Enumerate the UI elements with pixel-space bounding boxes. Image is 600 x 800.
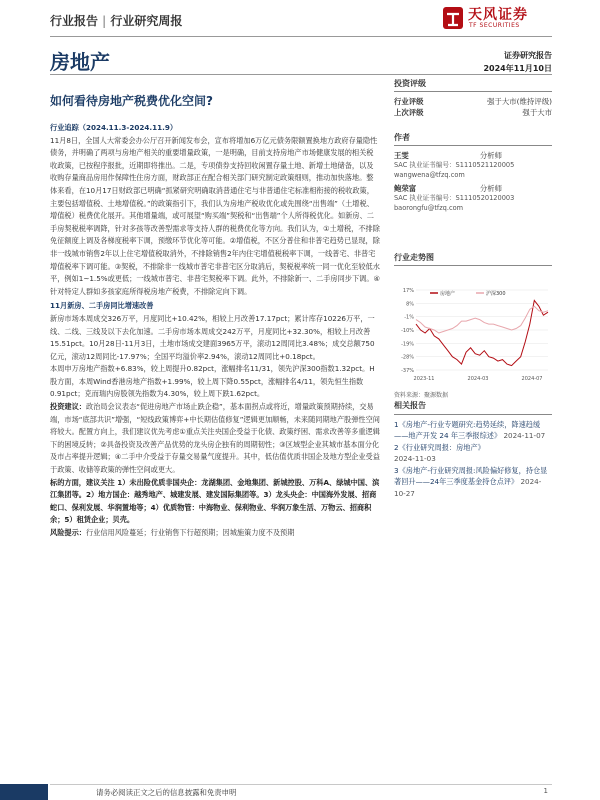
market-section-title: 11月新房、二手房同比增速改善 xyxy=(50,301,154,311)
related-item[interactable] xyxy=(394,465,552,500)
y-tick-label: 17% xyxy=(402,288,414,294)
x-tick-label: 2024-07 xyxy=(521,376,543,382)
footer-divider xyxy=(50,784,552,785)
title-divider xyxy=(50,74,552,75)
industry-trend-chart xyxy=(394,284,552,404)
rating-panel xyxy=(394,78,552,118)
author-name: 王雯 xyxy=(394,151,409,160)
footer-disclaimer[interactable]: 请务必阅读正文之后的信息披露和免责申明 xyxy=(96,788,237,797)
paragraph-targets xyxy=(50,477,380,527)
main-body xyxy=(50,120,380,540)
prev-rating-row xyxy=(394,107,552,118)
report-headline: 如何看待房地产税费优化空间? xyxy=(50,94,213,108)
invest-label: 投资建议： xyxy=(50,402,86,412)
paragraph-risk xyxy=(50,527,380,540)
author-role: 分析师 xyxy=(479,184,502,193)
prev-rating-label: 上次评级 xyxy=(394,108,424,117)
targets-text: 建议关注 1）未出险优质非国央企：龙湖集团、金地集团、新城控股、万科A、绿城中国、滨江集团等。2）地方国企：越秀地产、城建发展、建发国际集团等。3）龙头央企：中国海外发展、招商蛇口、保利发展、华润置地等；4）优质物管：中海物业、保利物业、华润万象生活、万物云、招商积余；5）租赁企业；贝壳。 xyxy=(50,477,380,525)
author-cert: SAC 执业证书编号：S1110521120005 xyxy=(394,161,515,169)
paragraph-market: 新房市场本周成交326万平，月度同比+10.42%，相较上月改善17.17pct；累计库存10226万平，一线、二线、三线及以下去化加速。二手房市场本周成交242万平，月度同比+32.30%，相较上月改善15.51pct。10月28日-11月3日，土地市场成交建面3965万平，滚动12周同比3.48%；成交总额750亿元，滚动12周同比-17.97%；全国平均溢价率2.94%，滚动12周同比+0.18pct。 xyxy=(50,313,375,361)
author-entry xyxy=(394,183,552,213)
industry-rating-row xyxy=(394,96,552,107)
y-tick-label: -37% xyxy=(401,368,414,374)
related-heading: 相关报告 xyxy=(394,400,552,415)
series-line-0 xyxy=(416,300,548,365)
related-title[interactable]: 2《行业研究周报：房地产》 xyxy=(394,442,485,452)
y-tick-label: -1% xyxy=(404,314,414,321)
footer-accent-bar xyxy=(0,784,48,800)
y-tick-label: 8% xyxy=(406,301,414,308)
logo-mark-icon xyxy=(442,6,464,30)
header-divider xyxy=(50,36,552,37)
chart-panel xyxy=(394,252,552,270)
legend-label: 沪深300 xyxy=(486,291,506,297)
author-name: 鲍荣富 xyxy=(394,184,417,193)
company-logo xyxy=(442,4,552,36)
authors-panel xyxy=(394,132,552,213)
page-title: 房地产 xyxy=(50,50,110,74)
legend-label: 房地产 xyxy=(440,291,456,297)
x-tick-label: 2024-03 xyxy=(467,376,489,382)
rating-heading: 投资评级 xyxy=(394,78,552,92)
logo-text-en: TF SECURITIES xyxy=(469,22,520,29)
targets-label: 标的方面， xyxy=(50,477,86,487)
category-separator: | xyxy=(102,14,107,28)
related-item[interactable] xyxy=(394,419,552,442)
related-date: 2024-11-03 xyxy=(394,454,436,463)
report-category xyxy=(50,12,182,29)
y-tick-label: -10% xyxy=(401,328,414,334)
y-tick-label: -28% xyxy=(401,354,414,361)
report-date: 2024年11月10日 xyxy=(483,64,552,73)
page-number: 1 xyxy=(543,787,548,795)
paragraph-policy: 11月8日，全国人大常委会办公厅召开新闻发布会，宣布将增加6万亿元债务限额置换地方政府存量隐性债务，并明确了两项与房地产相关的重要增量政策，一是明确，目前支持房地产市场健康发展的相关税收政策，已按程序报批，近期即将推出。二是，专项债券支持回收闲置存量土地、新增土地储备，以及收购存量商品房用作保障性住房方面，财政部正在配合相关部门研究制定政策细则，推动加快落地。整体来看，在10月17日财政部已明确“抓紧研究明确取消普通住宅与非普通住宅标准相衔接的税收政策，主要包括增值税、土地增值税。”的政策指引下，我们认为房地产税收优化或先围绕“出售端”（土增税、增值税）税费优化展开。其他增量端，或可展望“购买端”契税和“出售端”个人所得税优化。如新房、二手房契税税率调降，针对多孩等改善型需求等支持人群的税费优化等方向。我们认为，①土增税，不排除免征额度上调及各梯度税率下调，预缴环节优化等可能。②增值税，不区分普住和非普宅趋势已显现，除非一线城市销售2年以上住宅增值税取消外，不排除销售2年内住宅增值税税率下调，一线普宅、非普宅增值税率下调可能。③契税，不排除非一线城市普宅非普宅区分取消后，契税税率统一同一优化至较低水平，例如1~1.5%或更低；一线城市普宅、非普宅契税率下调。此外，不排除新一、二手房同步下调。④针对特定人群如多孩家庭所得税房地产税费，不排除定向下调。 xyxy=(50,135,380,296)
author-role: 分析师 xyxy=(479,151,502,160)
subcategory-label: 行业研究周报 xyxy=(110,14,183,28)
related-reports xyxy=(394,400,552,499)
authors-heading: 作者 xyxy=(394,132,552,146)
report-type: 证券研究报告 xyxy=(504,51,552,60)
logo-text-cn: 天风证券 xyxy=(468,7,528,23)
trend-chart-svg xyxy=(394,284,552,384)
author-email[interactable]: baorongfu@tfzq.com xyxy=(394,203,464,212)
author-email[interactable]: wangwena@tfzq.com xyxy=(394,170,465,179)
y-tick-label: -19% xyxy=(401,341,414,348)
prev-rating-value: 强于大市 xyxy=(522,108,552,117)
author-cert: SAC 执业证书编号：S1110520120003 xyxy=(394,194,515,202)
industry-rating-label: 行业评级 xyxy=(394,97,424,106)
related-item[interactable] xyxy=(394,442,552,465)
related-date: 2024-11-07 xyxy=(503,431,546,440)
related-date: 2024-10-27 xyxy=(394,477,542,498)
x-tick-label: 2023-11 xyxy=(413,376,435,382)
risk-label: 风险提示： xyxy=(50,528,86,537)
paragraph-invest xyxy=(50,401,380,477)
paragraph-index: 本周申万房地产指数+6.83%，较上周提升0.82pct，涨幅排名11/31，领先沪深300指数1.32pct。H股方面，本周Wind香港房地产指数+1.99%，较上周下降0.55pct，涨幅排名4/11，领先恒生指数0.91pct；克而瑞内房股领先指数为4.30%，较上周下跌1.62pct。 xyxy=(50,364,375,399)
industry-rating-value: 强于大市(维持评级) xyxy=(487,97,552,106)
author-entry xyxy=(394,150,552,180)
category-label: 行业报告 xyxy=(50,14,99,28)
risk-text: 行业信用风险蔓延；行业销售下行超预期；因城施策力度不及预期 xyxy=(85,528,295,537)
chart-source: 资料来源：聚源数据 xyxy=(394,392,449,399)
chart-heading: 行业走势图 xyxy=(394,252,552,266)
tracking-section-title: 行业追踪（2024.11.3-2024.11.9） xyxy=(50,123,178,132)
invest-text: 政治局会议表态“促进房地产市场止跌企稳”，基本面拐点或将近，增量政策预期持续，交易端，市场“底部共识”增强，“短线政策博弈+中长期估值修复”逻辑更加顺畅，未来随同期地产股弹性空间将较大。配置方向上，我们建议优先考虑①重点关注央国企受益于化债、政策纾困、需求改善等多重逻辑下的困境反转；②具备投资及改善产品优势的龙头房企独有的周期韧性；③区域型企业其城市基本面分化及市占率提升逻辑；④二手中介受益于存量交易量气度提升。其中，低估值优质非国企及地方型企业受益于政策、收储等政策的弹性空间或更大。 xyxy=(50,402,380,475)
related-title[interactable]: 1《房地产-行业专题研究:趋势延续，降速趋缓——地产开发 24 年三季报综述》 xyxy=(394,419,541,440)
related-title[interactable]: 3《房地产-行业研究周报:风险偏好修复，持仓显著回升——24年三季度基金持仓点评》 xyxy=(394,465,548,486)
